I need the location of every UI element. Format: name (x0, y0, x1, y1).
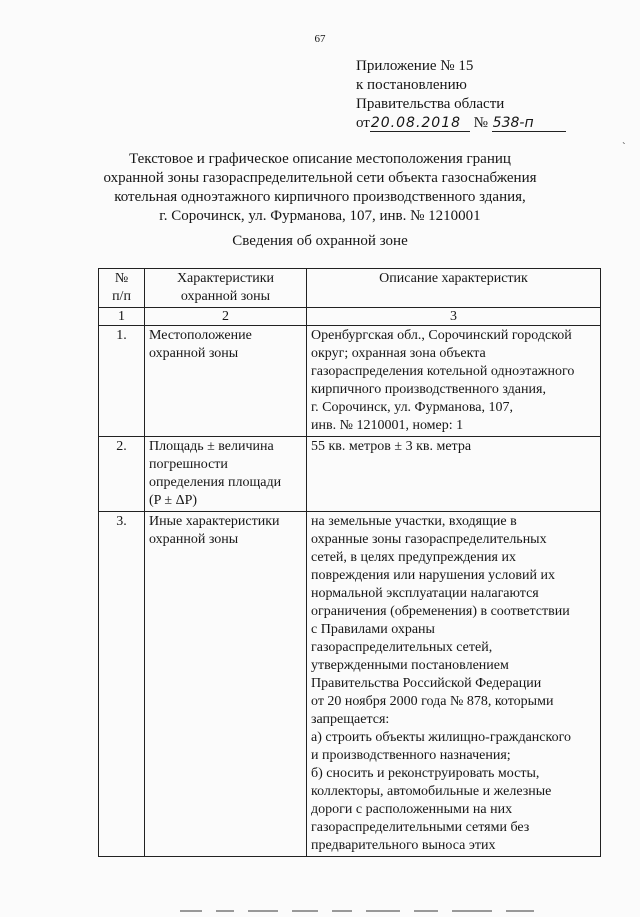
row-characteristic-line: Иные характеристики (149, 514, 280, 529)
row-characteristic-line: охранной зоны (149, 532, 239, 547)
row-description-line: газораспределения котельной одноэтажного (311, 364, 575, 379)
from-label: от (356, 115, 370, 131)
row-description-line: г. Сорочинск, ул. Фурманова, 107, (311, 400, 514, 415)
row-description-line: дороги с расположенными на них (311, 802, 513, 817)
row-description-line: кирпичного производственного здания, (311, 382, 546, 397)
handwritten-date: 20.08.2018 (370, 116, 470, 132)
row-description-line: коллекторы, автомобильные и железные (311, 784, 552, 799)
document-title (70, 150, 570, 226)
row-characteristic (145, 437, 307, 512)
row-characteristic-line: погрешности (149, 457, 228, 472)
appendix-line-1: Приложение № 15 (356, 58, 474, 74)
header-number (99, 269, 145, 308)
row-characteristic (145, 512, 307, 857)
row-description-line: 55 кв. метров ± 3 кв. метра (311, 439, 472, 454)
header-number-line-1: № (114, 271, 129, 286)
row-characteristic-line: (P ± ΔP) (149, 493, 198, 508)
header-characteristics-line-2: охранной зоны (180, 289, 271, 304)
table-row (99, 512, 601, 857)
row-description-line: охранные зоны газораспределительных (311, 532, 547, 547)
header-characteristics (145, 269, 307, 308)
row-number: 3. (99, 512, 145, 857)
row-description-line: газораспределительных сетей, (311, 640, 493, 655)
scan-mark: ˋ (622, 141, 626, 153)
row-description (307, 437, 601, 512)
row-characteristic-line: Местоположение (149, 328, 252, 343)
row-description-line: газораспределительными сетями без (311, 820, 530, 835)
header-number-line-2: п/п (112, 289, 131, 304)
row-description-line: запрещается: (311, 712, 390, 727)
title-line-3: котельная одноэтажного кирпичного производственного здания, (114, 189, 526, 205)
row-characteristic-line: Площадь ± величина (149, 439, 274, 454)
row-description (307, 326, 601, 437)
section-subtitle: Сведения об охранной зоне (232, 233, 408, 249)
row-description-line: нормальной эксплуатации налагаются (311, 586, 539, 601)
row-description-line: округ; охранная зона объекта (311, 346, 486, 361)
handwritten-number: 538-п (492, 116, 566, 132)
appendix-line-3: Правительства области (356, 96, 505, 112)
number-label: № (473, 115, 488, 131)
row-description-line: и производственного назначения; (311, 748, 511, 763)
table-row (99, 437, 601, 512)
header-characteristics-line-1: Характеристики (176, 271, 275, 286)
row-description-line: утвержденными постановлением (311, 658, 509, 673)
row-characteristic-line: определения площади (149, 475, 282, 490)
appendix-block (356, 57, 566, 133)
column-number-3: 3 (307, 308, 601, 326)
zone-info-table (98, 268, 601, 857)
appendix-line-2: к постановлению (356, 77, 467, 93)
title-line-2: охранной зоны газораспределительной сети объекта газоснабжения (103, 170, 537, 186)
column-number-row (99, 308, 601, 326)
row-description-line: а) строить объекты жилищно-гражданского (311, 730, 571, 745)
row-description-line: повреждения или нарушения условий их (311, 568, 555, 583)
row-description-line: от 20 ноября 2000 года № 878, которыми (311, 694, 554, 709)
row-characteristic-line: охранной зоны (149, 346, 239, 361)
row-description-line: с Правилами охраны (311, 622, 435, 637)
row-characteristic (145, 326, 307, 437)
row-description-line: Правительства Российской Федерации (311, 676, 542, 691)
row-description-line: инв. № 1210001, номер: 1 (311, 418, 464, 433)
column-number-2: 2 (145, 308, 307, 326)
row-description-line: ограничения (обременения) в соответствии (311, 604, 570, 619)
table-header-row (99, 269, 601, 308)
table-row (99, 326, 601, 437)
row-description-line: на земельные участки, входящие в (311, 514, 517, 529)
row-number: 2. (99, 437, 145, 512)
row-number: 1. (99, 326, 145, 437)
row-description-line: сетей, в целях предупреждения их (311, 550, 516, 565)
title-line-1: Текстовое и графическое описание местоположения границ (129, 151, 511, 167)
row-description-line: б) сносить и реконструировать мосты, (311, 766, 540, 781)
column-number-1: 1 (99, 308, 145, 326)
title-line-4: г. Сорочинск, ул. Фурманова, 107, инв. № 1210001 (159, 208, 481, 224)
page-number: 67 (314, 33, 326, 45)
header-description: Описание характеристик (307, 269, 601, 308)
row-description-line: предварительного выноса этих (311, 838, 496, 853)
scan-artifact-marks (180, 899, 580, 902)
appendix-line-4 (356, 114, 566, 133)
row-description (307, 512, 601, 857)
row-description-line: Оренбургская обл., Сорочинский городской (311, 328, 572, 343)
